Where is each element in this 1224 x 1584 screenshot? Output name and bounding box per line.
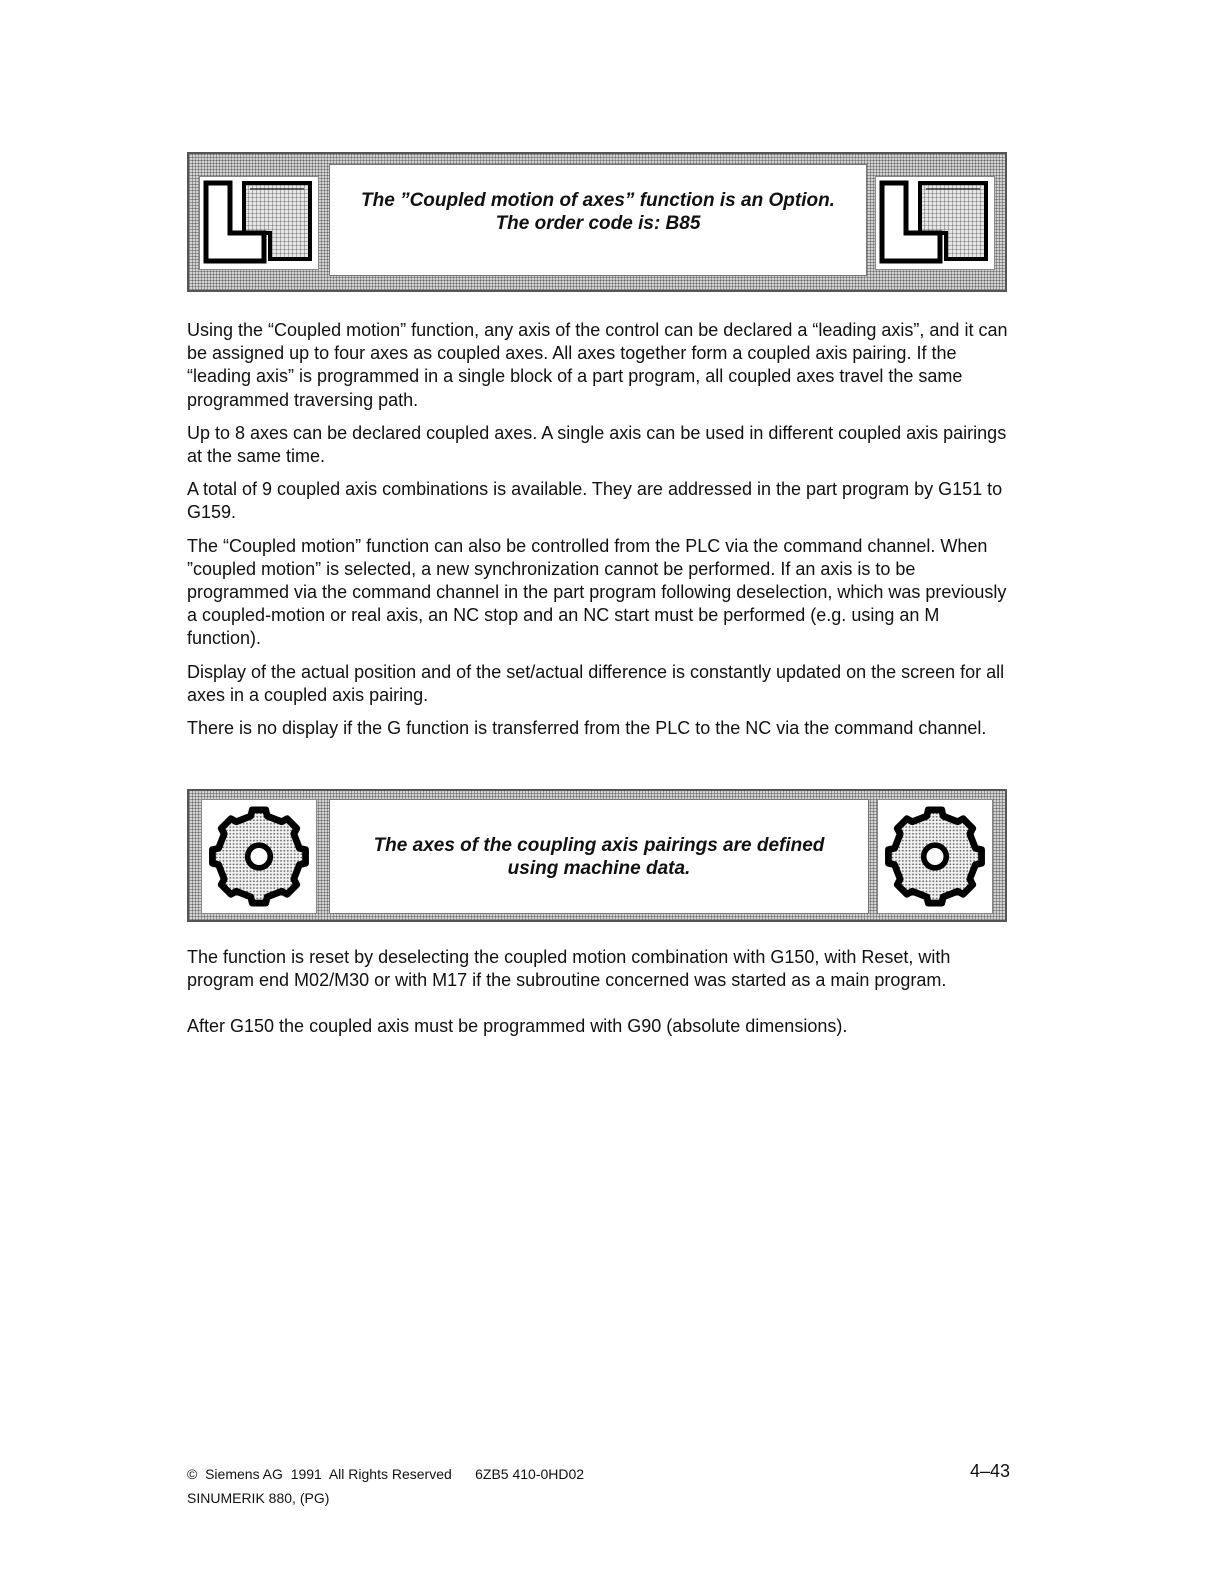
paragraph: There is no display if the G function is transferred from the PLC to the NC via the command channel. — [187, 718, 987, 739]
machine-data-notice-message — [329, 799, 869, 914]
paragraph: The “Coupled motion” function can also be controlled from the PLC via the command channel. When ”coupled motion” is selected, a new synchronization cannot be performed. If an axis is to be programmed via the command channel in the part program following deselection, which was previously a coupled-motion or real axis, an NC stop and an NC start must be performed (e.g. using an M function). — [187, 535, 1007, 649]
paragraph: A total of 9 coupled axis combinations is available. They are addressed in the part program by G151 to G159. — [187, 479, 1003, 523]
paragraph: Up to 8 axes can be declared coupled axes. A single axis can be used in different coupled axis pairings at the same time. — [187, 422, 1007, 467]
option-notice-box — [187, 152, 1007, 292]
gear-icon — [202, 800, 316, 913]
body-text-after — [187, 946, 1017, 1062]
gear-icon — [878, 800, 992, 913]
gear-icon-left — [201, 799, 317, 914]
paragraph: The function is reset by deselecting the coupled motion combination with G150, with Reset, with program end M02/M30 or with M17 if the subroutine concerned was started as a main program. — [187, 947, 951, 991]
body-text — [187, 319, 1017, 750]
page-number: 4–43 — [969, 1461, 1010, 1481]
paragraph: Using the “Coupled motion” function, any axis of the control can be declared a “leading axis”, and it can be assigned up to four axes as coupled axes. All axes together form a coupled axis pairing. If the “leading axis” is programmed in a single block of a part program, all coupled axes travel the same programmed traversing path. — [187, 320, 1008, 410]
option-notice-message — [329, 164, 867, 276]
machine-data-notice-line2: using machine data. — [507, 857, 691, 879]
option-block-icon — [200, 177, 318, 269]
gear-icon-right — [877, 799, 993, 914]
option-notice-line2: The order code is: B85 — [495, 213, 701, 234]
machine-data-notice-line1: The axes of the coupling axis pairings are defined — [373, 834, 825, 856]
paragraph: After G150 the coupled axis must be programmed with G90 (absolute dimensions). — [187, 1016, 848, 1037]
option-icon-right — [875, 176, 995, 270]
footer-product: SINUMERIK 880, (PG) — [187, 1490, 330, 1506]
footer-copyright: © Siemens AG 1991 All Rights Reserved 6ZB5 410-0HD02 — [187, 1466, 585, 1482]
option-notice-line1: The ”Coupled motion of axes” function is an Option. — [361, 190, 835, 211]
paragraph: Display of the actual position and of the set/actual difference is constantly updated on the screen for all axes in a coupled axis pairing. — [187, 661, 1005, 705]
machine-data-notice-box — [187, 789, 1007, 922]
option-icon-left — [199, 176, 319, 270]
option-block-icon — [876, 177, 994, 269]
